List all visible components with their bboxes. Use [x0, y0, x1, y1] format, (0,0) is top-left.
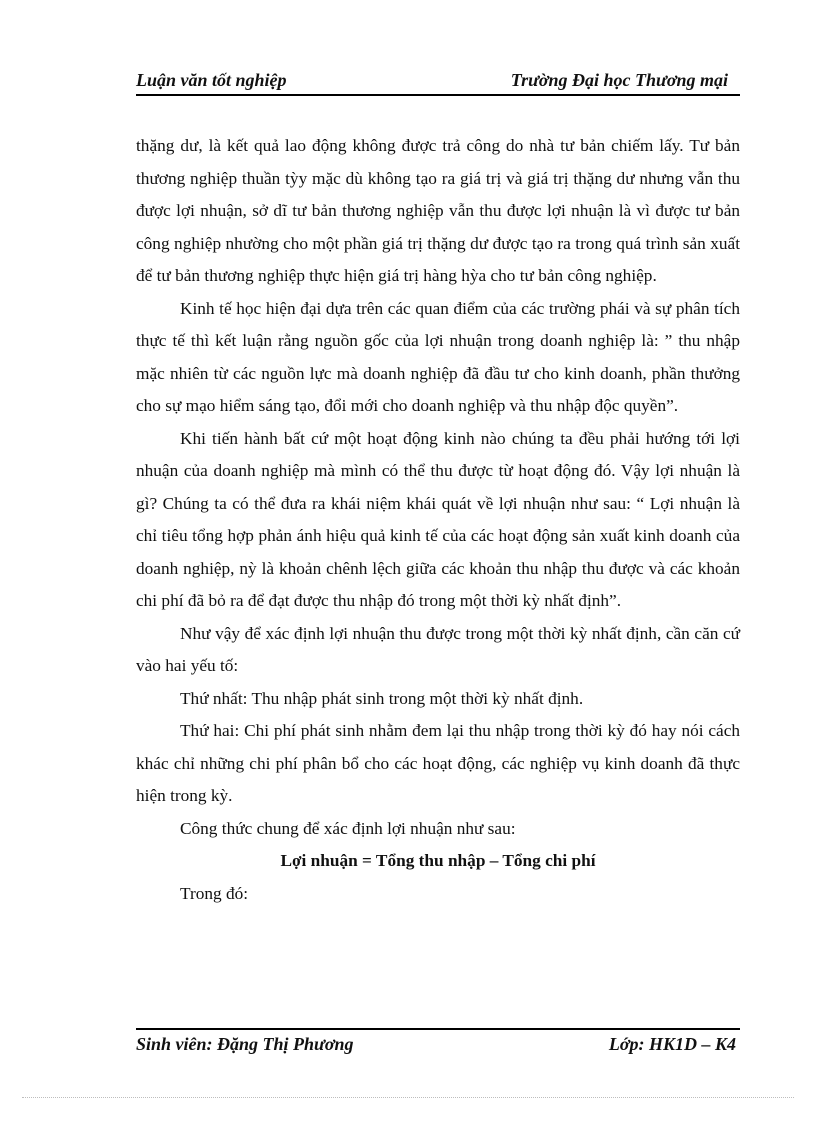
paragraph-factor-one: Thứ nhất: Thu nhập phát sinh trong một thời kỳ nhất định.: [180, 688, 584, 708]
footer-student: Sinh viên: Đặng Thị Phương: [136, 1034, 354, 1054]
body-text: [136, 130, 740, 910]
header-thesis-title: Luận văn tốt nghiệp: [136, 70, 287, 90]
paragraph-where: Trong đó:: [180, 883, 249, 903]
footer-class: Lớp: HK1D – K4: [608, 1034, 736, 1054]
paragraph-factor-two: Thứ hai: Chi phí phát sinh nhằm đem lại thu nhập trong thời kỳ đó hay nói cách khác chỉ những chi phí phân bổ cho các hoạt động, các nghiệp vụ kinh doanh đã thực hiện trong kỳ.: [136, 721, 740, 805]
paragraph-formula-intro: Công thức chung để xác định lợi nhuận như sau:: [180, 818, 516, 838]
paragraph-modern-economics: Kinh tế học hiện đại dựa trên các quan điểm của các trường phái và sự phân tích thực tế thì kết luận rằng nguồn gốc của lợi nhuận trong doanh nghiệp là: ” thu nhập mặc nhiên từ các nguồn lực mà doanh nghiệp đã đầu tư cho kinh doanh, phần thưởng cho sự mạo hiểm sáng tạo, đổi mới cho doanh nghiệp và thu nhập độc quyền”.: [136, 298, 740, 415]
paragraph-two-factors: Như vậy để xác định lợi nhuận thu được trong một thời kỳ nhất định, cần căn cứ vào hai yếu tố:: [136, 623, 740, 675]
paragraph-continuation: thặng dư, là kết quả lao động không được trả công do nhà tư bản chiếm lấy. Tư bản thương nghiệp thuần tỳy mặc dù không tạo ra giá trị và giá trị thặng dư nhưng vẫn thu được lợi nhuận, sở dĩ tư bản thương nghiệp vẫn thu được lợi nhuận là vì được tư bản công nghiệp nhường cho một phần giá trị thặng dư được tạo ra trong quá trình sản xuất để tư bản thương nghiệp thực hiện giá trị hàng hỳa cho tư bản công nghiệp.: [136, 136, 740, 285]
footer-rule: [136, 1028, 740, 1030]
header-rule: [136, 94, 740, 96]
page-footer: [136, 1033, 740, 1059]
page-bottom-edge: [22, 1097, 794, 1098]
header-university: Trường Đại học Thương mại: [510, 70, 728, 90]
paragraph-profit-definition: Khi tiến hành bất cứ một hoạt động kinh nào chúng ta đều phải hướng tới lợi nhuận của doanh nghiệp mà mình có thể thu được từ hoạt động đó. Vậy lợi nhuận là gì? Chúng ta có thể đưa ra khái niệm khái quát về lợi nhuận như sau: “ Lợi nhuận là chỉ tiêu tổng hợp phản ánh hiệu quả kinh tế của các hoạt động sản xuất kinh doanh của doanh nghiệp, nỳ là khoản chênh lệch giữa các khoản thu nhập thu được và các khoản chi phí đã bỏ ra để đạt được thu nhập đó trong một thời kỳ nhất định”.: [136, 428, 740, 610]
page-header: [136, 68, 740, 94]
profit-formula: Lợi nhuận = Tổng thu nhập – Tổng chi phí: [280, 851, 596, 870]
